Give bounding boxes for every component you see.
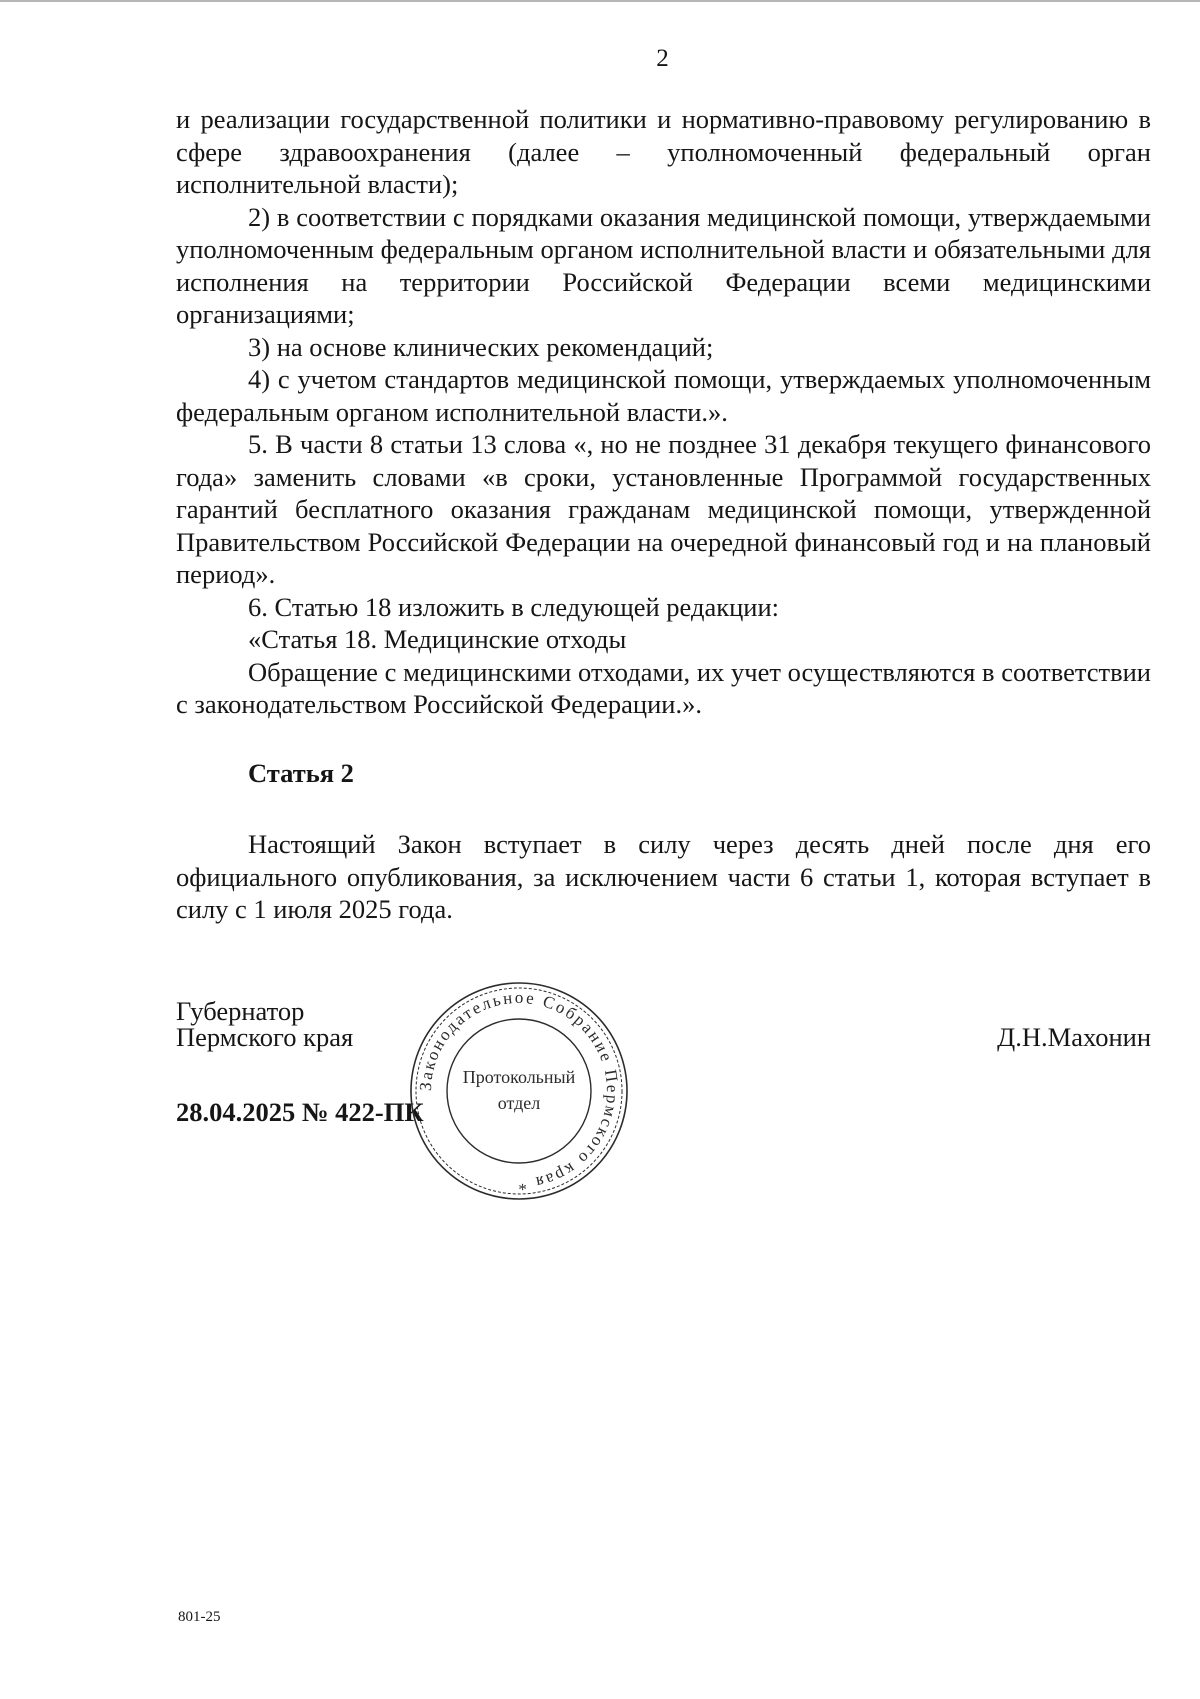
signatory-name: Д.Н.Махонин — [997, 1022, 1151, 1052]
article-2-text: Настоящий Закон вступает в силу через десять дней после дня его официального опубликования, за исключением части 6 статьи 1, которая вступает в силу с 1 июля 2025 года. — [176, 829, 1151, 924]
paragraph-item-3: 3) на основе клинических рекомендаций; — [248, 331, 714, 362]
paragraph-item-2: 2) в соответствии с порядками оказания медицинской помощи, утверждаемыми уполномоченным федеральным органом исполнительной власти и обязательными для исполнения на территории Российской Федерации всеми медицинскими организациями; — [176, 201, 1151, 329]
scan-edge — [0, 0, 1200, 2]
document-date-number: 28.04.2025 № 422-ПК — [176, 1097, 424, 1127]
paragraph-part-6: 6. Статью 18 изложить в следующей редакции: — [248, 591, 779, 622]
stamp-ring-path: Законодательное Собрание Пермского края * — [415, 987, 623, 1195]
paragraph-continuation: и реализации государственной политики и нормативно-правовому регулированию в сфере здравоохранения (далее – уполномоченный федеральный орган исполнительной власти); — [176, 104, 1151, 199]
paragraph-part-5: 5. В части 8 статьи 13 слова «, но не позднее 31 декабря текущего финансового года» заменить словами «в сроки, установленные Программой государственных гарантий бесплатного оказания гражданам медицинской помощи, утвержденной Правительством Российской Федерации на очередной финансовый год и на плановый период». — [176, 429, 1151, 589]
signatory-title-line1: Губернатор — [176, 996, 305, 1026]
signatory-title — [176, 998, 353, 1050]
signatory-title-line2: Пермского края — [176, 1022, 354, 1052]
paragraph-item-4: 4) с учетом стандартов медицинской помощи, утверждаемых уполномоченным федеральным органом исполнительной власти.». — [176, 364, 1151, 427]
stamp-center-line2: отдел — [497, 1093, 541, 1113]
stamp-center-line1: Протокольный — [462, 1067, 576, 1087]
official-stamp — [408, 980, 630, 1202]
article-2-heading: Статья 2 — [248, 758, 354, 788]
page-number: 2 — [656, 45, 669, 72]
footer-document-code: 801-25 — [178, 1609, 221, 1625]
paragraph-article-18-title: «Статья 18. Медицинские отходы — [248, 624, 627, 654]
document-body — [176, 103, 1151, 721]
paragraph-article-18-text: Обращение с медицинскими отходами, их учет осуществляются в соответствии с законодательством Российской Федерации.». — [176, 656, 1151, 719]
